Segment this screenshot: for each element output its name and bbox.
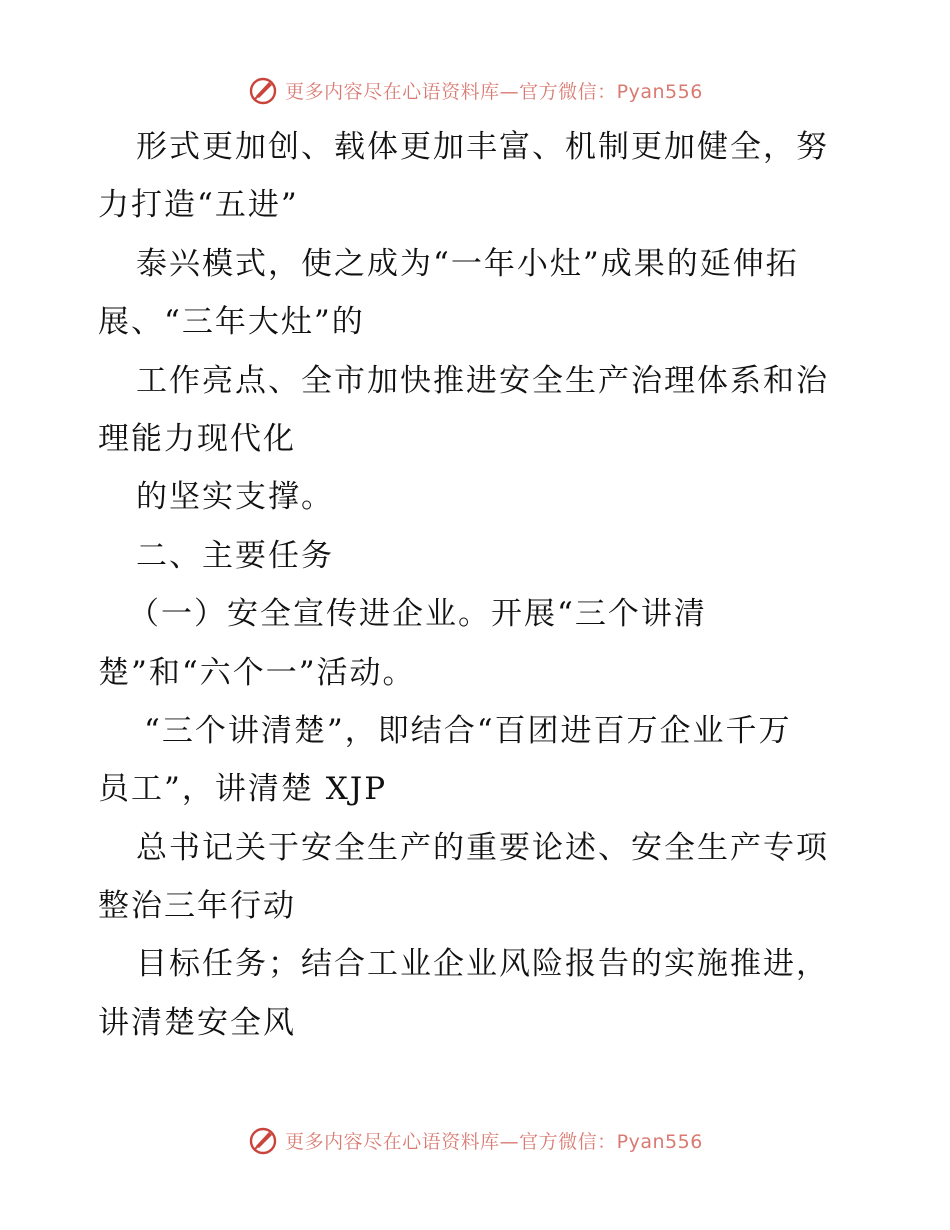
- footer-watermark: [0, 1120, 950, 1160]
- header-watermark: [0, 70, 950, 110]
- body-line: 员工”，讲清楚 XJP: [98, 771, 388, 808]
- body-line: 整治三年行动: [98, 888, 296, 925]
- body-line: 形式更加创、载体更加丰富、机制更加健全，努: [136, 129, 829, 165]
- watermark-text: 更多内容尽在心语资料库—官方微信：Pyan556: [285, 1130, 703, 1153]
- body-line: 总书记关于安全生产的重要论述、安全生产专项: [136, 829, 829, 866]
- body-line: 的坚实支撑。: [136, 479, 334, 516]
- subsection-heading: （一）安全宣传进企业。开展“三个讲清: [128, 596, 707, 633]
- body-line: 泰兴模式，使之成为“一年小灶”成果的延伸拓: [136, 245, 799, 282]
- section-heading: 二、主要任务: [136, 537, 334, 574]
- body-line: 展、“三年大灶”的: [98, 304, 365, 341]
- body-line: 楚”和“六个一”活动。: [98, 654, 416, 691]
- body-line: “三个讲清楚”，即结合“百团进百万企业千万: [144, 712, 792, 749]
- quill-circle-logo-icon: [247, 74, 279, 106]
- watermark-text: 更多内容尽在心语资料库—官方微信：Pyan556: [285, 80, 703, 103]
- document-body: [98, 118, 858, 1052]
- body-line: 讲清楚安全风: [98, 1004, 296, 1041]
- body-line: 力打造“五进”: [98, 187, 299, 224]
- body-line: 工作亮点、全市加快推进安全生产治理体系和治: [136, 362, 829, 399]
- body-line: 理能力现代化: [98, 420, 296, 457]
- quill-circle-logo-icon: [247, 1124, 279, 1156]
- body-line: 目标任务；结合工业企业风险报告的实施推进，: [136, 946, 829, 983]
